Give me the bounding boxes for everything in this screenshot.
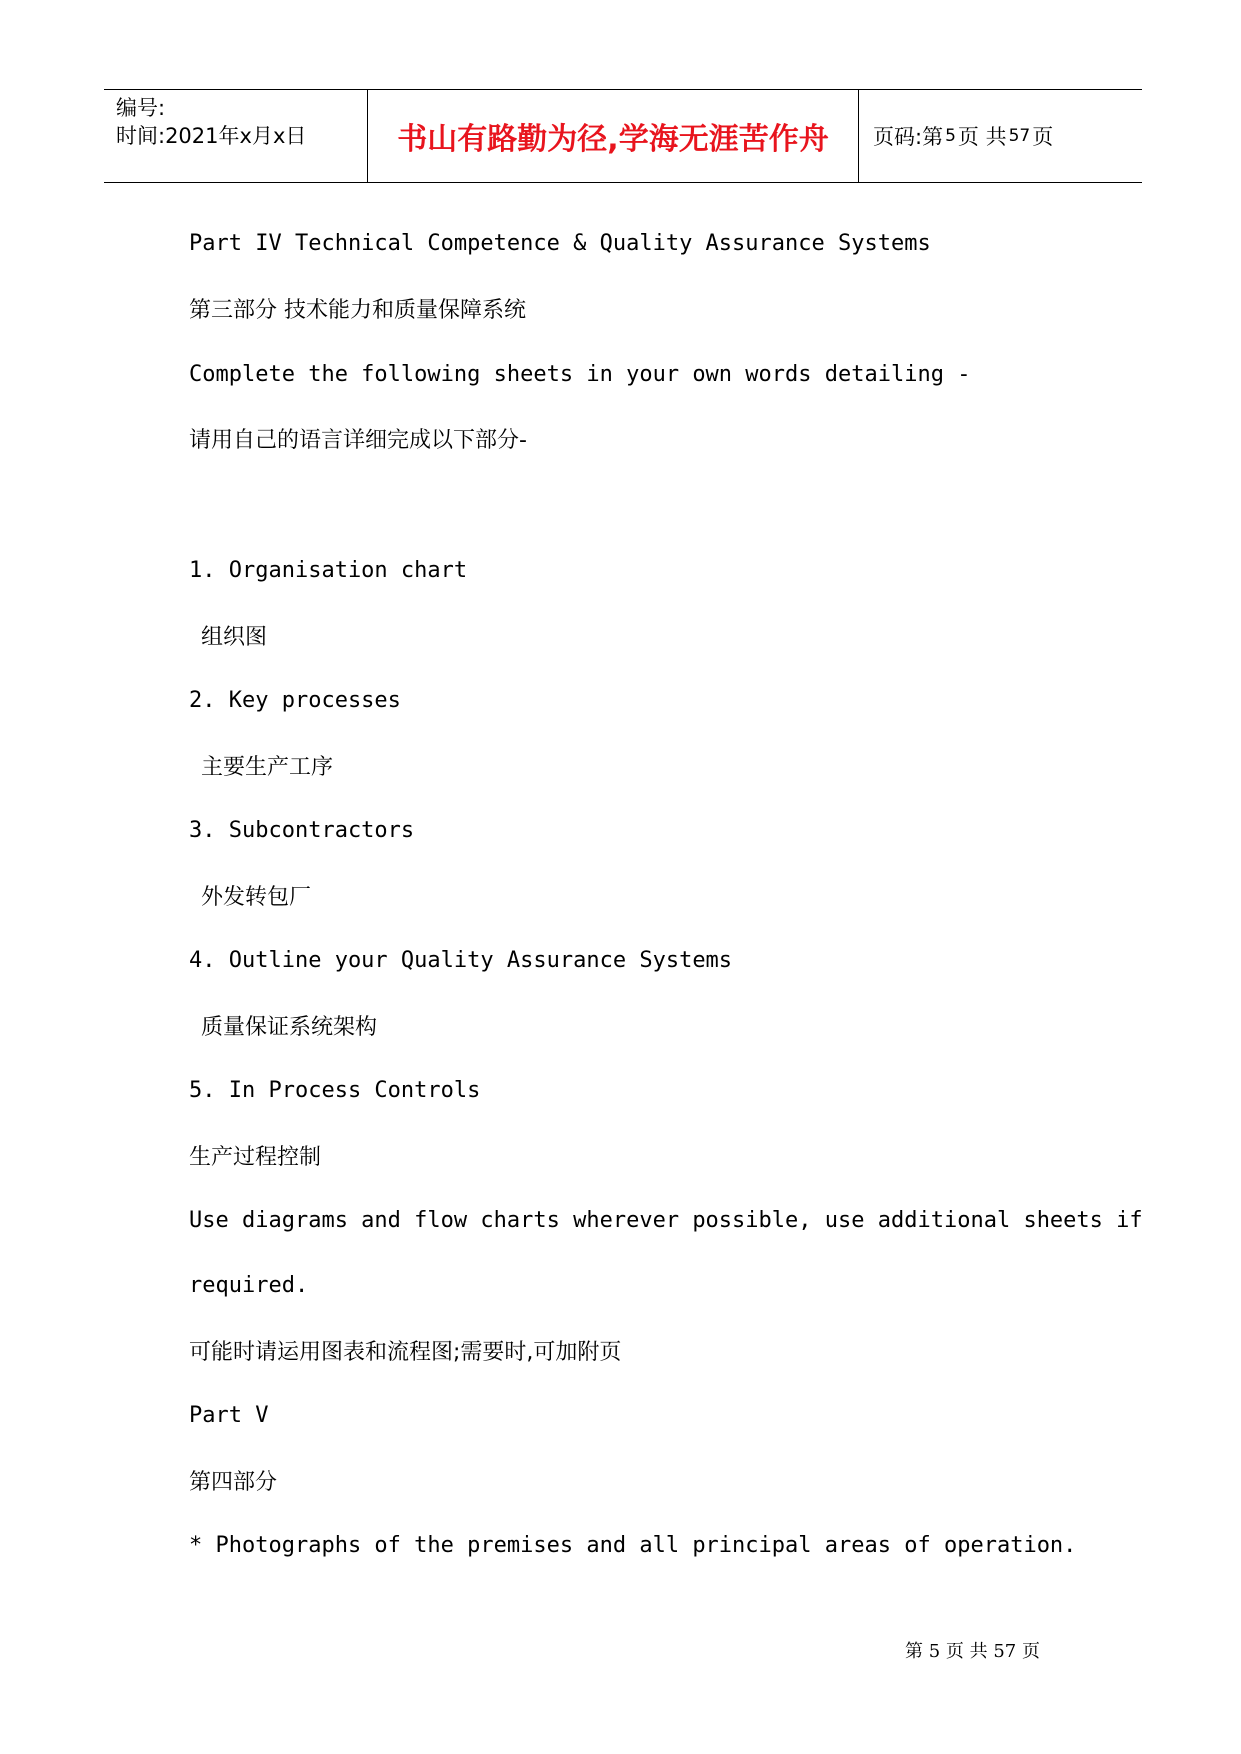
part4-heading-cn: 第三部分 技术能力和质量保障系统	[189, 298, 526, 323]
list-item-key-processes-cn: 主要生产工序	[201, 755, 334, 780]
page-footer: 第 5 页 共 57 页	[905, 1641, 1040, 1662]
page-mid: 页 共	[957, 125, 1007, 149]
part5-heading-cn: 第四部分	[189, 1470, 278, 1495]
header-meta-cell	[104, 90, 368, 182]
page-current: 5	[945, 126, 956, 146]
page-prefix: 页码:第	[873, 125, 944, 149]
diagrams-instruction: Use diagrams and flow charts wherever possible, use additional sheets if	[189, 1208, 1143, 1233]
diagrams-instruction-cn: 可能时请运用图表和流程图;需要时,可加附页	[189, 1340, 622, 1365]
list-item-organisation-chart: 1. Organisation chart	[189, 558, 468, 583]
list-item-subcontractors: 3. Subcontractors	[189, 818, 415, 843]
list-item-subcontractors-cn: 外发转包厂	[201, 885, 312, 910]
part5-heading: Part V	[189, 1403, 269, 1428]
page-header	[104, 89, 1142, 183]
number-label: 编号:	[116, 96, 166, 120]
list-item-process-controls-cn: 生产过程控制	[189, 1145, 322, 1170]
photographs-line: * Photographs of the premises and all principal areas of operation.	[189, 1533, 1077, 1558]
instruction-line-cn: 请用自己的语言详细完成以下部分-	[189, 428, 527, 453]
header-page-cell	[859, 90, 1142, 182]
list-item-key-processes: 2. Key processes	[189, 688, 401, 713]
list-item-quality-assurance: 4. Outline your Quality Assurance Systems	[189, 948, 733, 973]
list-item-quality-assurance-cn: 质量保证系统架构	[201, 1015, 378, 1040]
time-label: 时间:2021年x月x日	[116, 124, 307, 148]
part4-heading: Part IV Technical Competence & Quality Assurance Systems	[189, 231, 931, 256]
motto-text: 书山有路勤为径,学海无涯苦作舟	[397, 122, 829, 157]
diagrams-instruction-cont: required.	[189, 1273, 309, 1298]
list-item-process-controls: 5. In Process Controls	[189, 1078, 481, 1103]
instruction-line: Complete the following sheets in your own words detailing -	[189, 362, 971, 387]
page-total: 57	[1008, 126, 1031, 146]
list-item-organisation-chart-cn: 组织图	[201, 625, 268, 650]
header-motto-cell	[368, 90, 859, 182]
page-suffix: 页	[1032, 125, 1054, 149]
